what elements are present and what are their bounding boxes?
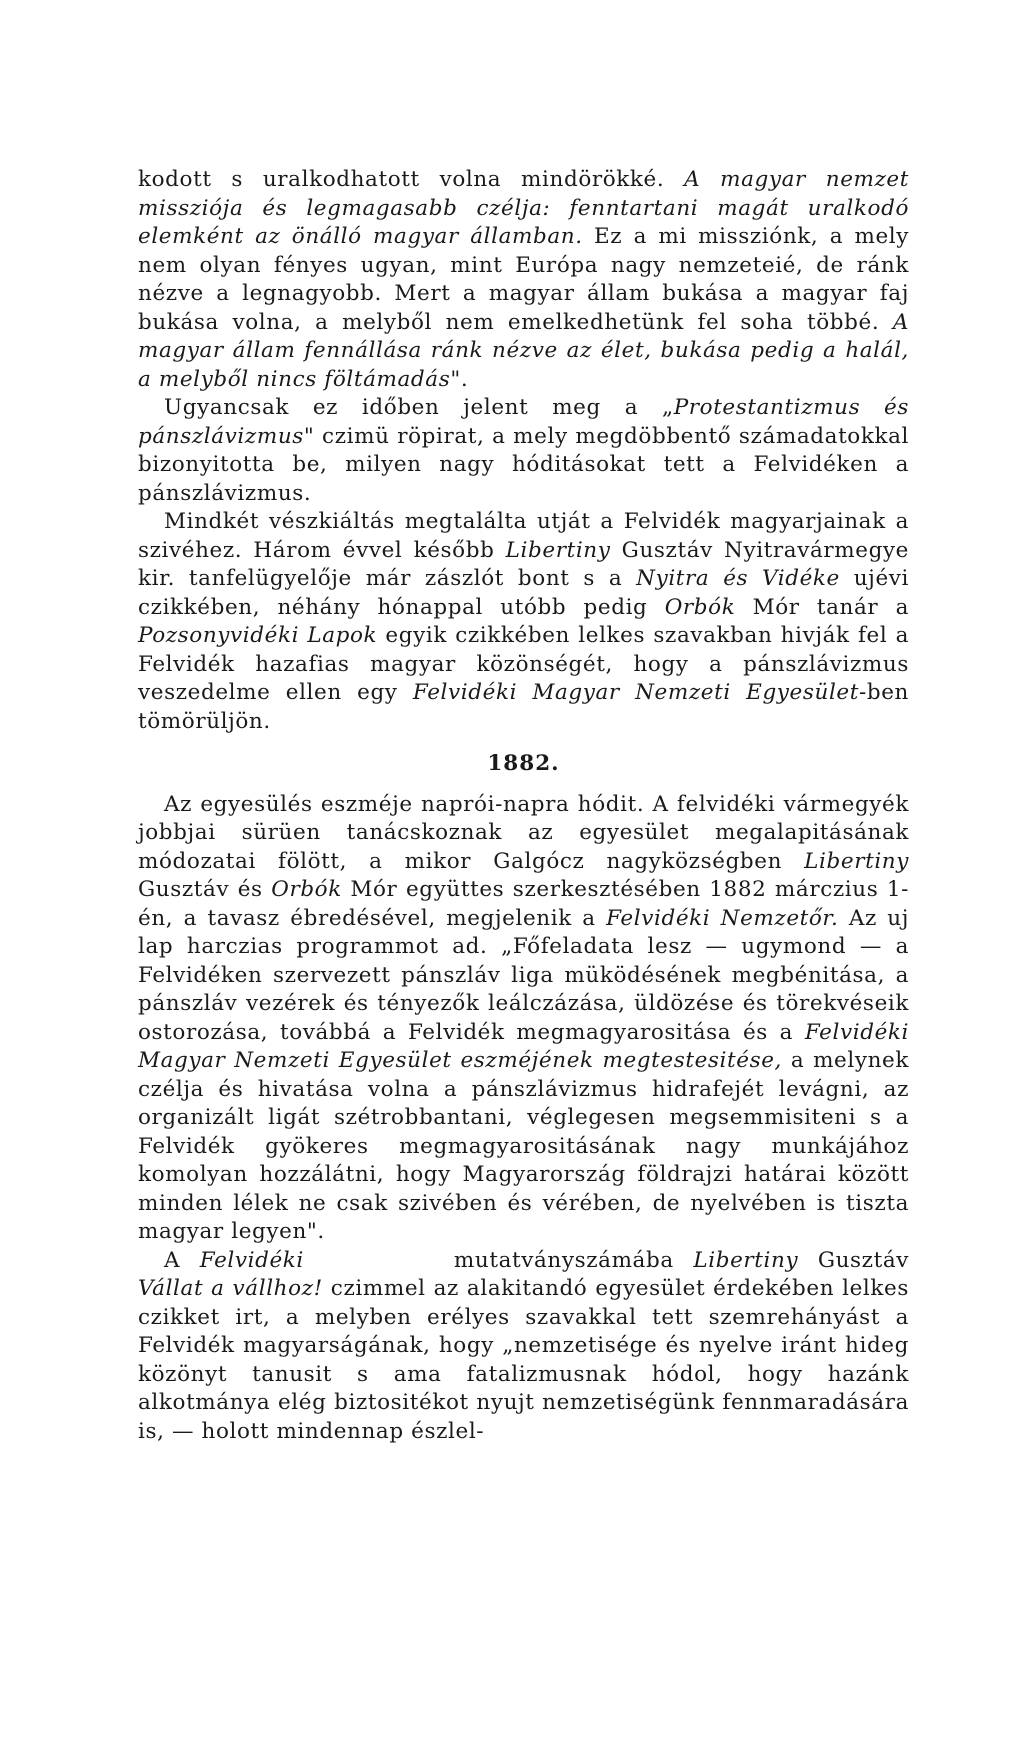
- text-run: mutatványszámába: [453, 1247, 694, 1273]
- text-run: Mór együttes szerkesztésében 1882 márczius 1-én, a tavasz ébredésével, megjelenik a: [138, 877, 909, 931]
- text-after-heading: [138, 791, 909, 1447]
- paragraph: [138, 508, 909, 736]
- text-run: Ez a mi missziónk, a mely nem olyan fényes ugyan, mint Európa nagy nemzeteié, de ránk nézve a legnagyobb. Mert a magyar állam bukása a magyar faj bukása volna, a melyből nem emelkedhetünk fel soha többé.: [138, 224, 909, 335]
- text-run: A: [164, 1247, 200, 1273]
- italic-text: Felvidéki Nemzetőr.: [606, 905, 839, 931]
- text-before-heading: [138, 166, 909, 736]
- page-text: [138, 166, 909, 1446]
- italic-text: Libertiny: [505, 537, 611, 563]
- text-run: czimmel az alakitandó egyesület érdekében lelkes czikket irt, a melyben erélyes szavakkal tett szemrehányást a Felvidék magyarságának, hogy „nemzetisége és nyelve iránt hideg közönyt tanusit s ama fatalizmusnak hódol, hogy hazánk alkotmánya elég biztositékot nyujt nemzetiségünk fennmaradására is, — holott mindennap észlel-: [138, 1276, 909, 1444]
- text-run: kodott s uralkodhatott volna mindörökké.: [138, 167, 685, 192]
- text-run: Ugyancsak ez időben jelent meg a „: [164, 395, 674, 420]
- text-run: -ben tömörüljön.: [138, 680, 909, 734]
- italic-text: Nyitra és Vidéke: [636, 566, 840, 591]
- text-run: Gusztáv és: [138, 877, 272, 902]
- paragraph: [138, 791, 909, 1247]
- italic-text: A magyar állam fennállása ránk nézve az élet, bukása pedig a halál, a melyből nincs föltámadás: [138, 309, 909, 392]
- italic-text: Felvidéki Magyar Nemzeti Egyesület: [412, 680, 859, 705]
- italic-text: Libertiny: [804, 848, 909, 874]
- text-run: Mindkét vészkiáltás megtalálta utját a Felvidék magyarjainak a szivéhez. Három évvel később: [138, 509, 909, 563]
- text-run: Mór tanár a: [735, 594, 909, 620]
- text-run: ".: [450, 366, 469, 392]
- italic-text: Libertiny: [693, 1247, 799, 1273]
- text-run: Az uj lap harczias programmot ad. „Főfeladata lesz — ugymond — a Felvidéken szervezett pánszláv liga müködésének megbénitása, a pánszláv vezérek és tényezők leálczázása, üldözése és törekvéseik ostorozása, továbbá a Felvidék megmagyarositása és a: [138, 905, 910, 1045]
- italic-text: Felvidéki Magyar Nemzeti Egyesület eszméjének megtestesitése,: [138, 1019, 909, 1073]
- text-run: ujévi czikkében, néhány hónappal utóbb pedig: [138, 566, 909, 620]
- year-heading: 1882.: [487, 751, 560, 776]
- text-run: " czimü röpirat, a mely megdöbbentő számadatokkal bizonyitotta be, milyen nagy hóditásokat tett a Felvidéken a pánszlávizmus.: [138, 423, 909, 506]
- paragraph: [138, 394, 909, 508]
- paragraph: [138, 1247, 909, 1447]
- italic-text: Orbók: [664, 594, 736, 620]
- italic-text: Pozsonyvidéki Lapok: [138, 623, 378, 648]
- text-run: Gusztáv Nyitravármegye kir. tanfelügyelője már zászlót bont s a: [138, 537, 910, 591]
- paragraph: [138, 166, 909, 394]
- italic-text: A magyar nemzet missziója és legmagasabb czélja: fenntartani magát uralkodó elemként az önálló magyar államban.: [138, 167, 909, 249]
- text-run: Az egyesülés eszméje naprói-napra hódit. A felvidéki vármegyék jobbjai sürüen tanácskoznak az egyesület megalapitásának módozatai fölött, a mikor Galgócz nagyközségben: [138, 791, 909, 874]
- text-run: egyik czikkében lelkes szavakban hivják fel a Felvidék hazafias magyar közönségét, hogy a pánszlávizmus veszedelme ellen egy: [138, 623, 909, 705]
- italic-text: Orbók: [271, 877, 342, 902]
- text-run: a melynek czélja és hivatása volna a pánszlávizmus hidrafejét levágni, az organizált ligát szétrobbantani, véglegesen megsemmisiteni s a Felvidék gyökeres megmagyarositásának nagy munkájához komolyan hozzálátni, hogy Magyarország földrajzi határai között minden lélek ne csak szivében és vérében, de nyelvében is tiszta magyar legyen".: [138, 1048, 909, 1244]
- text-run: Gusztáv: [798, 1247, 910, 1273]
- italic-text: Felvidéki: [199, 1247, 304, 1273]
- italic-text: Vállat a vállhoz!: [138, 1276, 323, 1301]
- italic-text: Protestantizmus és pánszlávizmus: [138, 395, 909, 449]
